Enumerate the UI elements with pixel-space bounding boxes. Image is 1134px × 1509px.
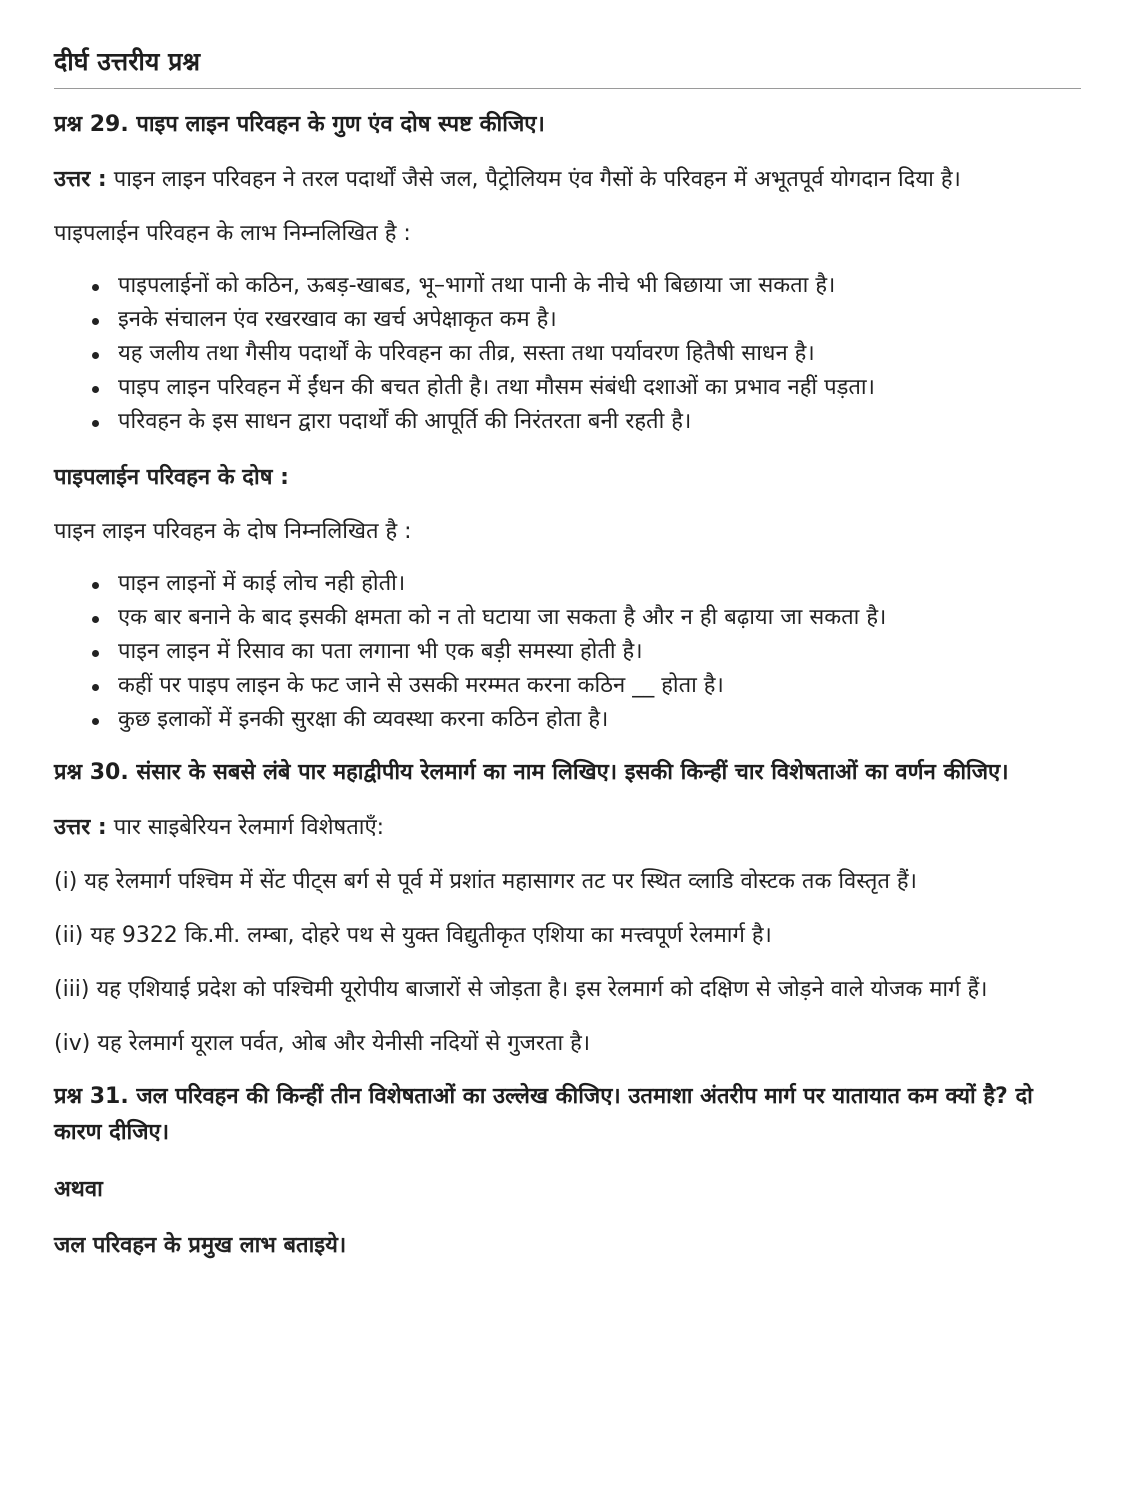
answer-text: पाइन लाइन परिवहन ने तरल पदार्थों जैसे जल, पैट्रोलियम एंव गैसों के परिवहन में अभूतपूर्व योगदान दिया है।: [106, 167, 961, 192]
list-item: कहीं पर पाइप लाइन के फट जाने से उसकी मरम्मत करना कठिन __ होता है।: [62, 669, 1081, 703]
demerits-heading: पाइपलाईन परिवहन के दोष :: [54, 465, 289, 490]
question-30: प्रश्न 30. संसार के सबसे लंबे पार महाद्वीपीय रेलमार्ग का नाम लिखिए। इसकी किन्हीं चार विशेषताओं का वर्णन कीजिए।: [54, 760, 1009, 785]
answer-text: पार साइबेरियन रेलमार्ग विशेषताएँ:: [106, 815, 385, 840]
list-item: यह जलीय तथा गैसीय पदार्थों के परिवहन का तीव्र, सस्ता तथा पर्यावरण हितैषी साधन है।: [62, 337, 1081, 371]
list-item: परिवहन के इस साधन द्वारा पदार्थों की आपूर्ति की निरंतरता बनी रहती है।: [62, 405, 1081, 439]
answer-label: उत्तर :: [54, 815, 107, 840]
point-ii: (ii) यह 9322 कि.मी. लम्बा, दोहरे पथ से युक्त विद्युतीकृत एशिया का मत्त्वपूर्ण रेलमार्ग है।: [54, 923, 772, 948]
demerits-list: [54, 567, 1081, 737]
alt-question: जल परिवहन के प्रमुख लाभ बताइये।: [54, 1233, 347, 1258]
question-29: प्रश्न 29. पाइप लाइन परिवहन के गुण एंव दोष स्पष्ट कीजिए।: [54, 112, 545, 137]
list-item: पाइपलाईनों को कठिन, ऊबड़-खाबड, भू–भागों तथा पानी के नीचे भी बिछाया जा सकता है।: [62, 269, 1081, 303]
list-item: एक बार बनाने के बाद इसकी क्षमता को न तो घटाया जा सकता है और न ही बढ़ाया जा सकता है।: [62, 601, 1081, 635]
merits-intro: पाइपलाईन परिवहन के लाभ निम्नलिखित है :: [54, 221, 411, 246]
answer-30: [54, 811, 1081, 845]
list-item: पाइन लाइन में रिसाव का पता लगाना भी एक बड़ी समस्या होती है।: [62, 635, 1081, 669]
question-31: प्रश्न 31. जल परिवहन की किन्हीं तीन विशेषताओं का उल्लेख कीजिए। उतमाशा अंतरीप मार्ग पर यातायात कम क्यों है? दो कारण दीजिए।: [54, 1084, 1033, 1145]
point-i: (i) यह रेलमार्ग पश्चिम में सेंट पीट्स बर्ग से पूर्व में प्रशांत महासागर तट पर स्थित व्लाडि वोस्टक तक विस्तृत हैं।: [54, 869, 917, 894]
section-title: दीर्घ उत्तरीय प्रश्न: [54, 44, 1081, 89]
answer-29: [54, 163, 1081, 197]
merits-list: [54, 269, 1081, 439]
document-page: [54, 0, 1081, 1263]
list-item: पाइन लाइनों में काई लोच नही होती।: [62, 567, 1081, 601]
list-item: इनके संचालन एंव रखरखाव का खर्च अपेक्षाकृत कम है।: [62, 303, 1081, 337]
or-label: अथवा: [54, 1177, 103, 1202]
demerits-intro: पाइन लाइन परिवहन के दोष निम्नलिखित है :: [54, 519, 412, 544]
answer-label: उत्तर :: [54, 167, 107, 192]
point-iii: (iii) यह एशियाई प्रदेश को पश्चिमी यूरोपीय बाजारों से जोड़ता है। इस रेलमार्ग को दक्षिण से जोड़ने वाले योजक मार्ग हैं।: [54, 977, 988, 1002]
point-iv: (iv) यह रेलमार्ग यूराल पर्वत, ओब और येनीसी नदियों से गुजरता है।: [54, 1031, 591, 1056]
list-item: कुछ इलाकों में इनकी सुरक्षा की व्यवस्था करना कठिन होता है।: [62, 703, 1081, 737]
list-item: पाइप लाइन परिवहन में ईंधन की बचत होती है। तथा मौसम संबंधी दशाओं का प्रभाव नहीं पड़ता।: [62, 371, 1081, 405]
